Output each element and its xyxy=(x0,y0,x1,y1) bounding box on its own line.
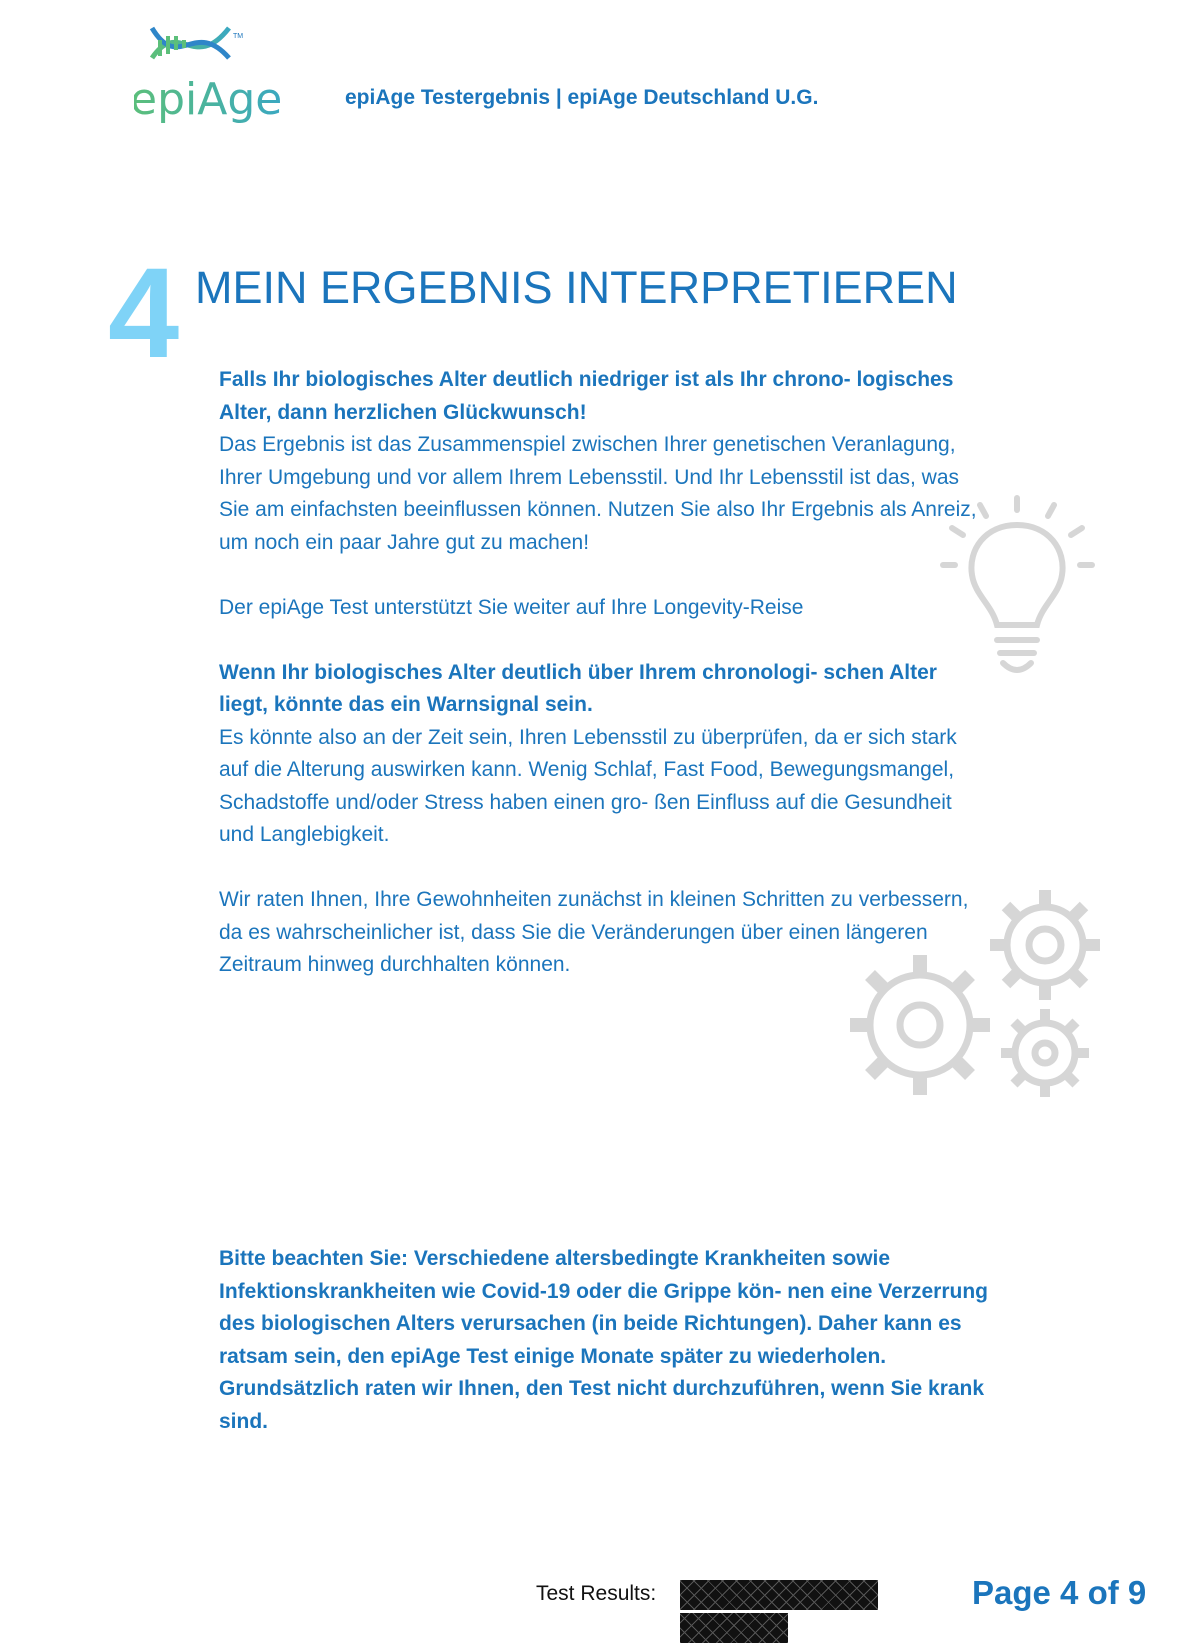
redacted-id-line2 xyxy=(680,1613,788,1643)
section-title: MEIN ERGEBNIS INTERPRETIEREN xyxy=(195,262,958,313)
lower-age-heading: Falls Ihr biologisches Alter deutlich niedriger ist als Ihr chrono- logisches Alter, dann herzlichen Glückwunsch! xyxy=(219,368,954,424)
note-sick-paragraph: Grundsätzlich raten wir Ihnen, den Test nicht durchzuführen, wenn Sie krank sind. xyxy=(219,1377,985,1433)
svg-text:epiAge: epiAge xyxy=(134,74,283,125)
note-paragraph: Bitte beachten Sie: Verschiedene altersbedingte Krankheiten sowie Infektionskrankheiten wie Covid-19 oder die Grippe kön- nen eine Verzerrung des biologischen Alters verursachen (in beide Richtungen). Daher kann es ratsam sein, den epiAge Test einige Monate später zu wiederholen. xyxy=(219,1247,989,1368)
gears-icon xyxy=(840,885,1105,1110)
longevity-paragraph: Der epiAge Test unterstützt Sie weiter auf Ihre Longevity-Reise xyxy=(219,595,804,619)
note-block xyxy=(219,1243,989,1438)
habits-paragraph: Wir raten Ihnen, Ihre Gewohnheiten zunächst in kleinen Schritten zu verbessern, da es wahrscheinlicher ist, dass Sie die Veränderungen über einen längeren Zeitraum hinweg durchhalten können. xyxy=(219,888,969,976)
svg-text:TM: TM xyxy=(233,33,244,40)
lightbulb-icon xyxy=(940,495,1095,680)
epiage-logo xyxy=(134,18,314,128)
section-number: 4 xyxy=(108,242,176,385)
header-title: epiAge Testergebnis | epiAge Deutschland U.G. xyxy=(345,86,819,109)
higher-age-heading: Wenn Ihr biologisches Alter deutlich über Ihrem chronologi- schen Alter liegt, könnte das ein Warnsignal sein. xyxy=(219,660,937,716)
test-results-label: Test Results: xyxy=(536,1582,657,1605)
redacted-id-line1 xyxy=(680,1580,878,1610)
dna-helix-logo-icon xyxy=(134,18,314,128)
higher-age-paragraph: Es könnte also an der Zeit sein, Ihren Lebensstil zu überprüfen, da er sich stark auf die Alterung auswirken kann. Wenig Schlaf, Fast Food, Bewegungsmangel, Schadstoffe und/oder Stress haben einen gro- ßen Einfluss auf die Gesundheit und Langlebigkeit. xyxy=(219,725,957,846)
lower-age-paragraph: Das Ergebnis ist das Zusammenspiel zwischen Ihrer genetischen Veranlagung, Ihrer Umgebung und vor allem Ihrem Lebensstil. Und Ihr Lebensstil ist das, was Sie am einfachsten beeinflussen können. Nutzen Sie also Ihr Ergebnis als Anreiz, um noch ein paar Jahre gut zu machen! xyxy=(219,433,977,554)
page-number: Page 4 of 9 xyxy=(972,1574,1147,1611)
